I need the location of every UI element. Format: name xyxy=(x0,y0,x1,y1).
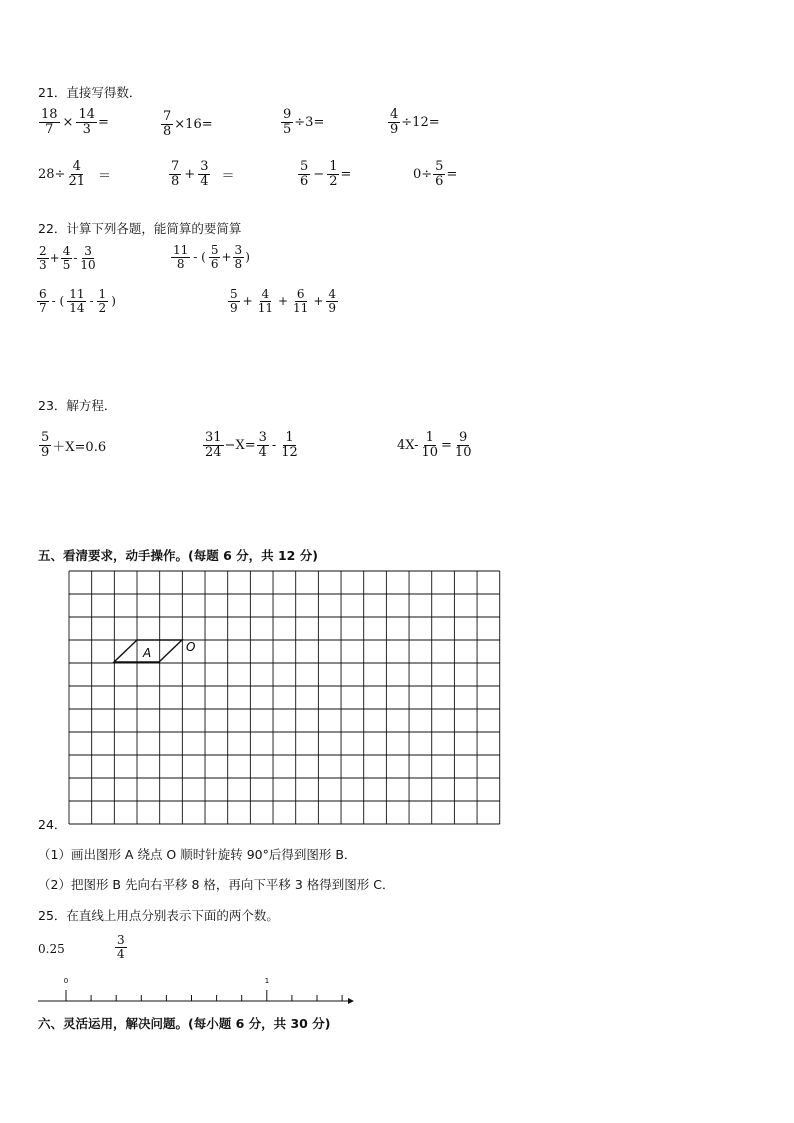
q21-item-4: $\frac{4}{9}$ ÷12= xyxy=(390,107,440,137)
q21-item-3: $\frac{9}{5}$ ÷3= xyxy=(283,107,325,137)
q24-instruction-2: （2）把图形 B 先向右平移 8 格，再向下平移 3 格得到图形 C． xyxy=(38,877,395,892)
section-5-title: 五、看清要求，动手操作。(每题 6 分，共 12 分) xyxy=(38,548,318,563)
grid-lines xyxy=(69,571,500,824)
q25-number-2: $\frac{3}{4}$ xyxy=(117,933,125,961)
q22-expr-2: $\frac{11}{8}$ - ( $\frac{5}{6}$ + $\frac{3}{8}$ ) xyxy=(173,243,250,271)
grid-figure xyxy=(60,565,510,830)
q25-number-1: 0.25 xyxy=(38,942,65,956)
q21-item-6: $\frac{7}{8}$ + $\frac{3}{4}$ ＝ xyxy=(171,159,235,189)
section-6-title: 六、灵活运用，解决问题。(每小题 6 分，共 30 分) xyxy=(38,1016,331,1031)
q23-equation-2: $\frac{31}{24}$ −X= $\frac{3}{4}$ - $\frac{1}{12}$ xyxy=(205,430,298,460)
q21-title: 21．直接写得数． xyxy=(38,85,142,100)
q23-title: 23．解方程． xyxy=(38,398,117,413)
point-o-label: O xyxy=(186,640,196,654)
q23-equation-1: $\frac{5}{9}$ ＋X=0.6 xyxy=(41,430,107,460)
q23-equation-3: 4X- $\frac{1}{10}$ = $\frac{9}{10}$ xyxy=(397,430,472,460)
number-line xyxy=(30,970,360,1010)
q21-item-5: 28÷ $\frac{4}{21}$ ＝ xyxy=(38,159,111,189)
q22-expr-4: $\frac{5}{9}$ + $\frac{4}{11}$ + $\frac{6}{11}$ + $\frac{4}{9}$ xyxy=(230,287,337,315)
number-line-ticks xyxy=(66,990,342,1001)
q22-expr-1: $\frac{2}{3}$ + $\frac{4}{5}$ - $\frac{3}{10}$ xyxy=(39,244,96,272)
q21-item-1: $\frac{18}{7}$ × $\frac{14}{3}$ = xyxy=(41,107,109,137)
q22-title: 22．计算下列各题，能简算的要简算 xyxy=(38,221,242,236)
q25-title: 25．在直线上用点分别表示下面的两个数。 xyxy=(38,908,279,923)
q22-expr-3: $\frac{6}{7}$ - ( $\frac{11}{14}$ - $\frac{1}{2}$ ) xyxy=(39,287,116,315)
q21-item-7: $\frac{5}{6}$ − $\frac{1}{2}$ = xyxy=(300,159,352,189)
q24-label: 24． xyxy=(38,817,67,832)
tick-label-0: 0 xyxy=(63,977,69,985)
q21-item-8: 0÷ $\frac{5}{6}$ = xyxy=(413,159,458,189)
number-line-arrow xyxy=(348,998,354,1004)
tick-label-1: 1 xyxy=(264,977,270,985)
shape-a-label: A xyxy=(143,646,152,660)
q24-instruction-1: （1）画出图形 A 绕点 O 顺时针旋转 90°后得到图形 B． xyxy=(38,847,357,862)
q21-item-2: $\frac{7}{8}$ ×16= xyxy=(163,109,213,139)
